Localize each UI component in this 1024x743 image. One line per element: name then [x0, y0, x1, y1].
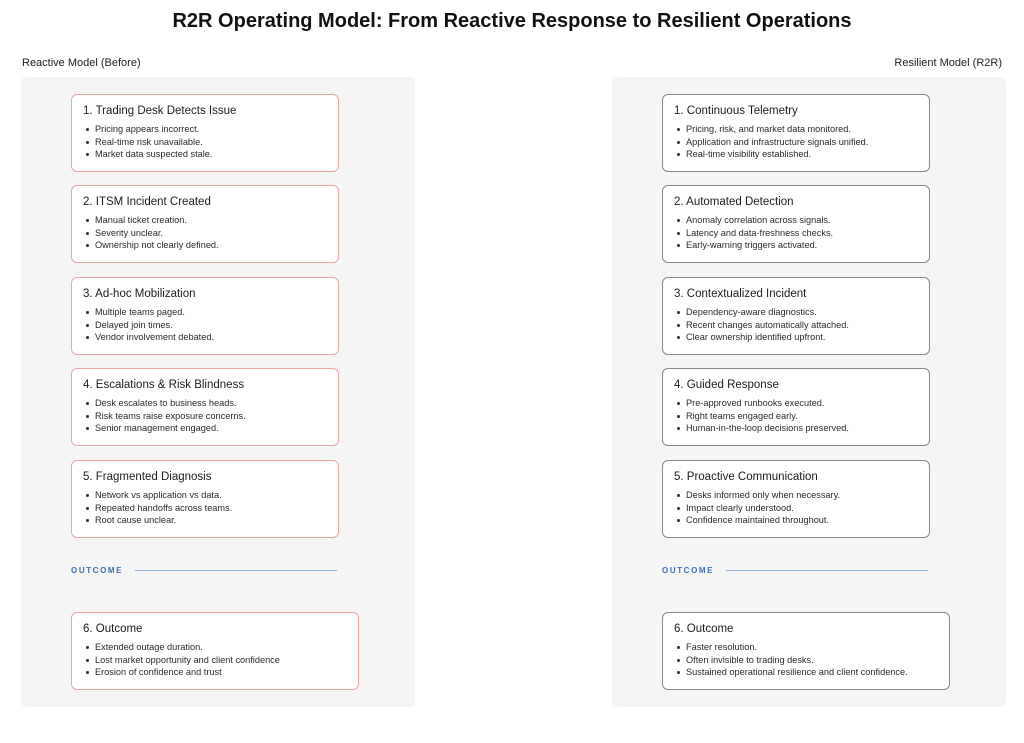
step-item: Real-time risk unavailable.	[95, 136, 327, 149]
step-item: Anomaly correlation across signals.	[686, 214, 918, 227]
step-item: Multiple teams paged.	[95, 306, 327, 319]
step-item: Pre-approved runbooks executed.	[686, 397, 918, 410]
outcome-item: Extended outage duration.	[95, 641, 347, 654]
step-item: Vendor involvement debated.	[95, 331, 327, 344]
page-title: R2R Operating Model: From Reactive Response to Resilient Operations	[172, 10, 852, 32]
step-list	[83, 489, 327, 527]
outcome-card	[71, 612, 359, 690]
step-item: Delayed join times.	[95, 319, 327, 332]
step-list	[83, 214, 327, 252]
step-item: Confidence maintained throughout.	[686, 514, 918, 527]
outcome-item: Faster resolution.	[686, 641, 938, 654]
step-item: Ownership not clearly defined.	[95, 239, 327, 252]
step-list	[674, 306, 918, 344]
step-card	[71, 94, 339, 172]
reactive-model-label: Reactive Model (Before)	[22, 57, 141, 69]
step-card	[662, 277, 930, 355]
step-card	[71, 460, 339, 538]
step-title: 4. Guided Response	[674, 379, 779, 391]
outcome-label: OUTCOME	[662, 565, 715, 575]
outcome-divider	[71, 563, 337, 577]
step-item: Desk escalates to business heads.	[95, 397, 327, 410]
step-item: Pricing, risk, and market data monitored.	[686, 123, 918, 136]
outcome-title: 6. Outcome	[83, 623, 143, 635]
step-list	[83, 397, 327, 435]
outcome-list	[83, 641, 347, 679]
outcome-item: Lost market opportunity and client confidence	[95, 654, 347, 667]
step-title: 1. Continuous Telemetry	[674, 105, 798, 117]
step-item: Repeated handoffs across teams.	[95, 502, 327, 515]
step-item: Real-time visibility established.	[686, 148, 918, 161]
resilient-model-label: Resilient Model (R2R)	[894, 57, 1002, 69]
step-item: Recent changes automatically attached.	[686, 319, 918, 332]
outcome-title: 6. Outcome	[674, 623, 734, 635]
step-card	[71, 368, 339, 446]
step-list	[83, 306, 327, 344]
step-item: Human-in-the-loop decisions preserved.	[686, 422, 918, 435]
step-item: Latency and data-freshness checks.	[686, 227, 918, 240]
step-item: Senior management engaged.	[95, 422, 327, 435]
step-item: Impact clearly understood.	[686, 502, 918, 515]
step-card	[71, 185, 339, 263]
outcome-item: Erosion of confidence and trust	[95, 666, 347, 679]
outcome-line	[135, 570, 337, 571]
step-item: Severity unclear.	[95, 227, 327, 240]
step-item: Early-warning triggers activated.	[686, 239, 918, 252]
step-list	[674, 123, 918, 161]
step-title: 1. Trading Desk Detects Issue	[83, 105, 237, 117]
step-title: 5. Fragmented Diagnosis	[83, 471, 212, 483]
step-card	[662, 460, 930, 538]
step-title: 3. Contextualized Incident	[674, 288, 807, 300]
step-title: 2. ITSM Incident Created	[83, 196, 211, 208]
outcome-card	[662, 612, 950, 690]
step-item: Risk teams raise exposure concerns.	[95, 410, 327, 423]
outcome-divider	[662, 563, 928, 577]
step-item: Market data suspected stale.	[95, 148, 327, 161]
outcome-item: Sustained operational resilience and client confidence.	[686, 666, 938, 679]
outcome-label: OUTCOME	[71, 565, 124, 575]
step-list	[83, 123, 327, 161]
step-title: 5. Proactive Communication	[674, 471, 818, 483]
step-item: Desks informed only when necessary.	[686, 489, 918, 502]
step-title: 4. Escalations & Risk Blindness	[83, 379, 245, 391]
step-card	[71, 277, 339, 355]
outcome-list	[674, 641, 938, 679]
step-item: Pricing appears incorrect.	[95, 123, 327, 136]
step-title: 3. Ad-hoc Mobilization	[83, 288, 196, 300]
step-item: Manual ticket creation.	[95, 214, 327, 227]
step-card	[662, 185, 930, 263]
step-title: 2. Automated Detection	[674, 196, 794, 208]
step-list	[674, 397, 918, 435]
step-item: Dependency-aware diagnostics.	[686, 306, 918, 319]
step-item: Network vs application vs data.	[95, 489, 327, 502]
step-item: Right teams engaged early.	[686, 410, 918, 423]
step-item: Root cause unclear.	[95, 514, 327, 527]
step-card	[662, 94, 930, 172]
step-list	[674, 214, 918, 252]
step-list	[674, 489, 918, 527]
outcome-item: Often invisible to trading desks.	[686, 654, 938, 667]
step-item: Clear ownership identified upfront.	[686, 331, 918, 344]
step-card	[662, 368, 930, 446]
outcome-line	[726, 570, 928, 571]
step-item: Application and infrastructure signals unified.	[686, 136, 918, 149]
reactive-model-panel	[21, 77, 415, 707]
resilient-model-panel	[612, 77, 1006, 707]
